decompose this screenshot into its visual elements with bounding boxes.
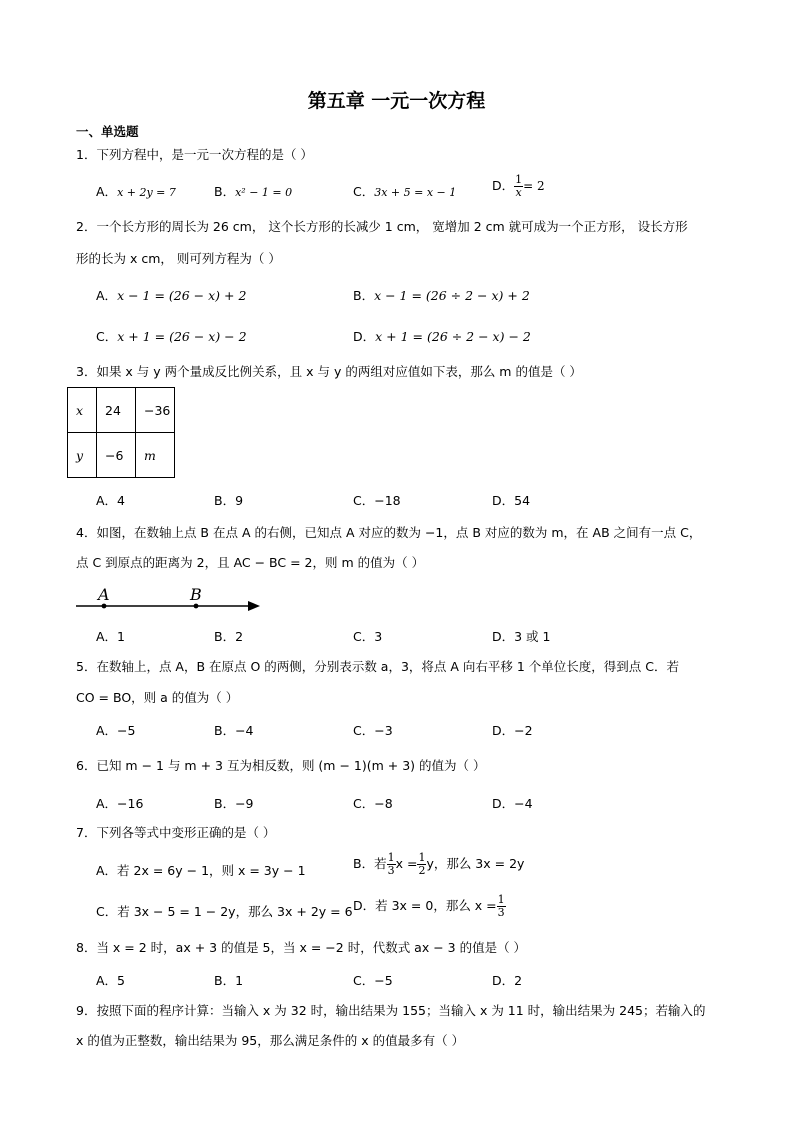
page-title: 第五章 一元一次方程 <box>307 90 486 112</box>
q8-option-b: B．1 <box>214 973 244 988</box>
q1-option-c: C．3x + 5 = x − 1 <box>353 184 457 199</box>
q5-option-b: B．−4 <box>214 723 254 738</box>
q5-option-c: C．−3 <box>353 723 393 738</box>
question-4-line1: 4．如图，在数轴上点 B 在点 A 的右侧，已知点 A 对应的数为 −1，点 B 对应的数为 m，在 AB 之间有一点 C， <box>76 525 702 540</box>
question-6-stem: 6．已知 m − 1 与 m + 3 互为相反数，则 (m − 1)(m + 3) 的值为（ ） <box>76 758 486 773</box>
q7-option-d: D．若 3x = 0，那么 x = $\frac{1}{3}$ <box>353 893 505 919</box>
question-8-stem: 8．当 x = 2 时，ax + 3 的值是 5，当 x = −2 时，代数式 ax − 3 的值是（ ） <box>76 940 527 955</box>
q2-option-d: D．x + 1 = (26 ÷ 2 − x) − 2 <box>353 329 531 344</box>
q8-option-a: A．5 <box>96 973 126 988</box>
q5-option-d: D．−2 <box>492 723 533 738</box>
q7-option-b: B．若 $\frac{1}{3}$ x = $\frac{1}{2}$ y，那么 3x = 2y <box>353 851 525 877</box>
q3-option-a: A．4 <box>96 493 126 508</box>
point-a-label: A <box>98 585 110 604</box>
q3-value-table <box>67 387 175 478</box>
q8-option-c: C．−5 <box>353 973 393 988</box>
question-4-line2: 点 C 到原点的距离为 2，且 AC − BC = 2，则 m 的值为（ ） <box>76 555 425 570</box>
q3-option-b: B．9 <box>214 493 244 508</box>
section-heading: 一、单选题 <box>76 124 139 139</box>
q7-option-a: A．若 2x = 6y − 1，则 x = 3y − 1 <box>96 863 306 878</box>
q6-option-b: B．−9 <box>214 796 254 811</box>
q1-option-b: B．x² − 1 = 0 <box>214 184 293 199</box>
question-2-line2: 形的长为 x cm， 则可列方程为（ ） <box>76 251 281 266</box>
point-b-label: B <box>190 585 202 604</box>
number-line-figure <box>72 584 267 616</box>
table-cell: x <box>68 388 97 433</box>
q3-option-c: C．−18 <box>353 493 401 508</box>
q7-option-c: C．若 3x − 5 = 1 − 2y，那么 3x + 2y = 6 <box>96 904 353 919</box>
q4-option-c: C．3 <box>353 629 383 644</box>
q2-option-b: B．x − 1 = (26 ÷ 2 − x) + 2 <box>353 288 530 303</box>
q4-option-a: A．1 <box>96 629 126 644</box>
question-3-stem: 3．如果 x 与 y 两个量成反比例关系，且 x 与 y 的两组对应值如下表，那么 m 的值是（ ） <box>76 364 582 379</box>
q6-option-c: C．−8 <box>353 796 393 811</box>
q6-option-a: A．−16 <box>96 796 144 811</box>
q4-option-d: D．3 或 1 <box>492 629 551 644</box>
table-cell: −6 <box>97 433 136 478</box>
q1-option-a: A．x + 2y = 7 <box>96 184 176 199</box>
number-line-arrow <box>248 601 260 611</box>
q1-option-d: D． $\frac{1}{x}$ = 2 <box>492 173 545 199</box>
table-row <box>68 433 175 478</box>
question-5-line1: 5．在数轴上，点 A，B 在原点 O 的两侧，分别表示数 a，3，将点 A 向右平移 1 个单位长度，得到点 C．若 <box>76 659 679 674</box>
q6-option-d: D．−4 <box>492 796 533 811</box>
q3-option-d: D．54 <box>492 493 531 508</box>
q8-option-d: D．2 <box>492 973 523 988</box>
point-b-dot <box>194 604 199 609</box>
table-cell: −36 <box>136 388 175 433</box>
q4-option-b: B．2 <box>214 629 244 644</box>
point-a-dot <box>102 604 107 609</box>
question-7-stem: 7．下列各等式中变形正确的是（ ） <box>76 825 276 840</box>
question-5-line2: CO = BO，则 a 的值为（ ） <box>76 690 239 705</box>
table-cell: 24 <box>97 388 136 433</box>
q2-option-c: C．x + 1 = (26 − x) − 2 <box>96 329 247 344</box>
table-row <box>68 388 175 433</box>
question-2-line1: 2．一个长方形的周长为 26 cm， 这个长方形的长减少 1 cm， 宽增加 2 cm 就可成为一个正方形， 设长方形 <box>76 219 688 234</box>
table-cell: m <box>136 433 175 478</box>
q5-option-a: A．−5 <box>96 723 136 738</box>
question-9-line2: x 的值为正整数，输出结果为 95，那么满足条件的 x 的值最多有（ ） <box>76 1033 465 1048</box>
table-cell: y <box>68 433 97 478</box>
question-9-line1: 9．按照下面的程序计算：当输入 x 为 32 时，输出结果为 155；当输入 x 为 11 时，输出结果为 245；若输入的 <box>76 1003 706 1018</box>
q2-option-a: A．x − 1 = (26 − x) + 2 <box>96 288 247 303</box>
question-1-stem: 1．下列方程中，是一元一次方程的是（ ） <box>76 147 313 162</box>
